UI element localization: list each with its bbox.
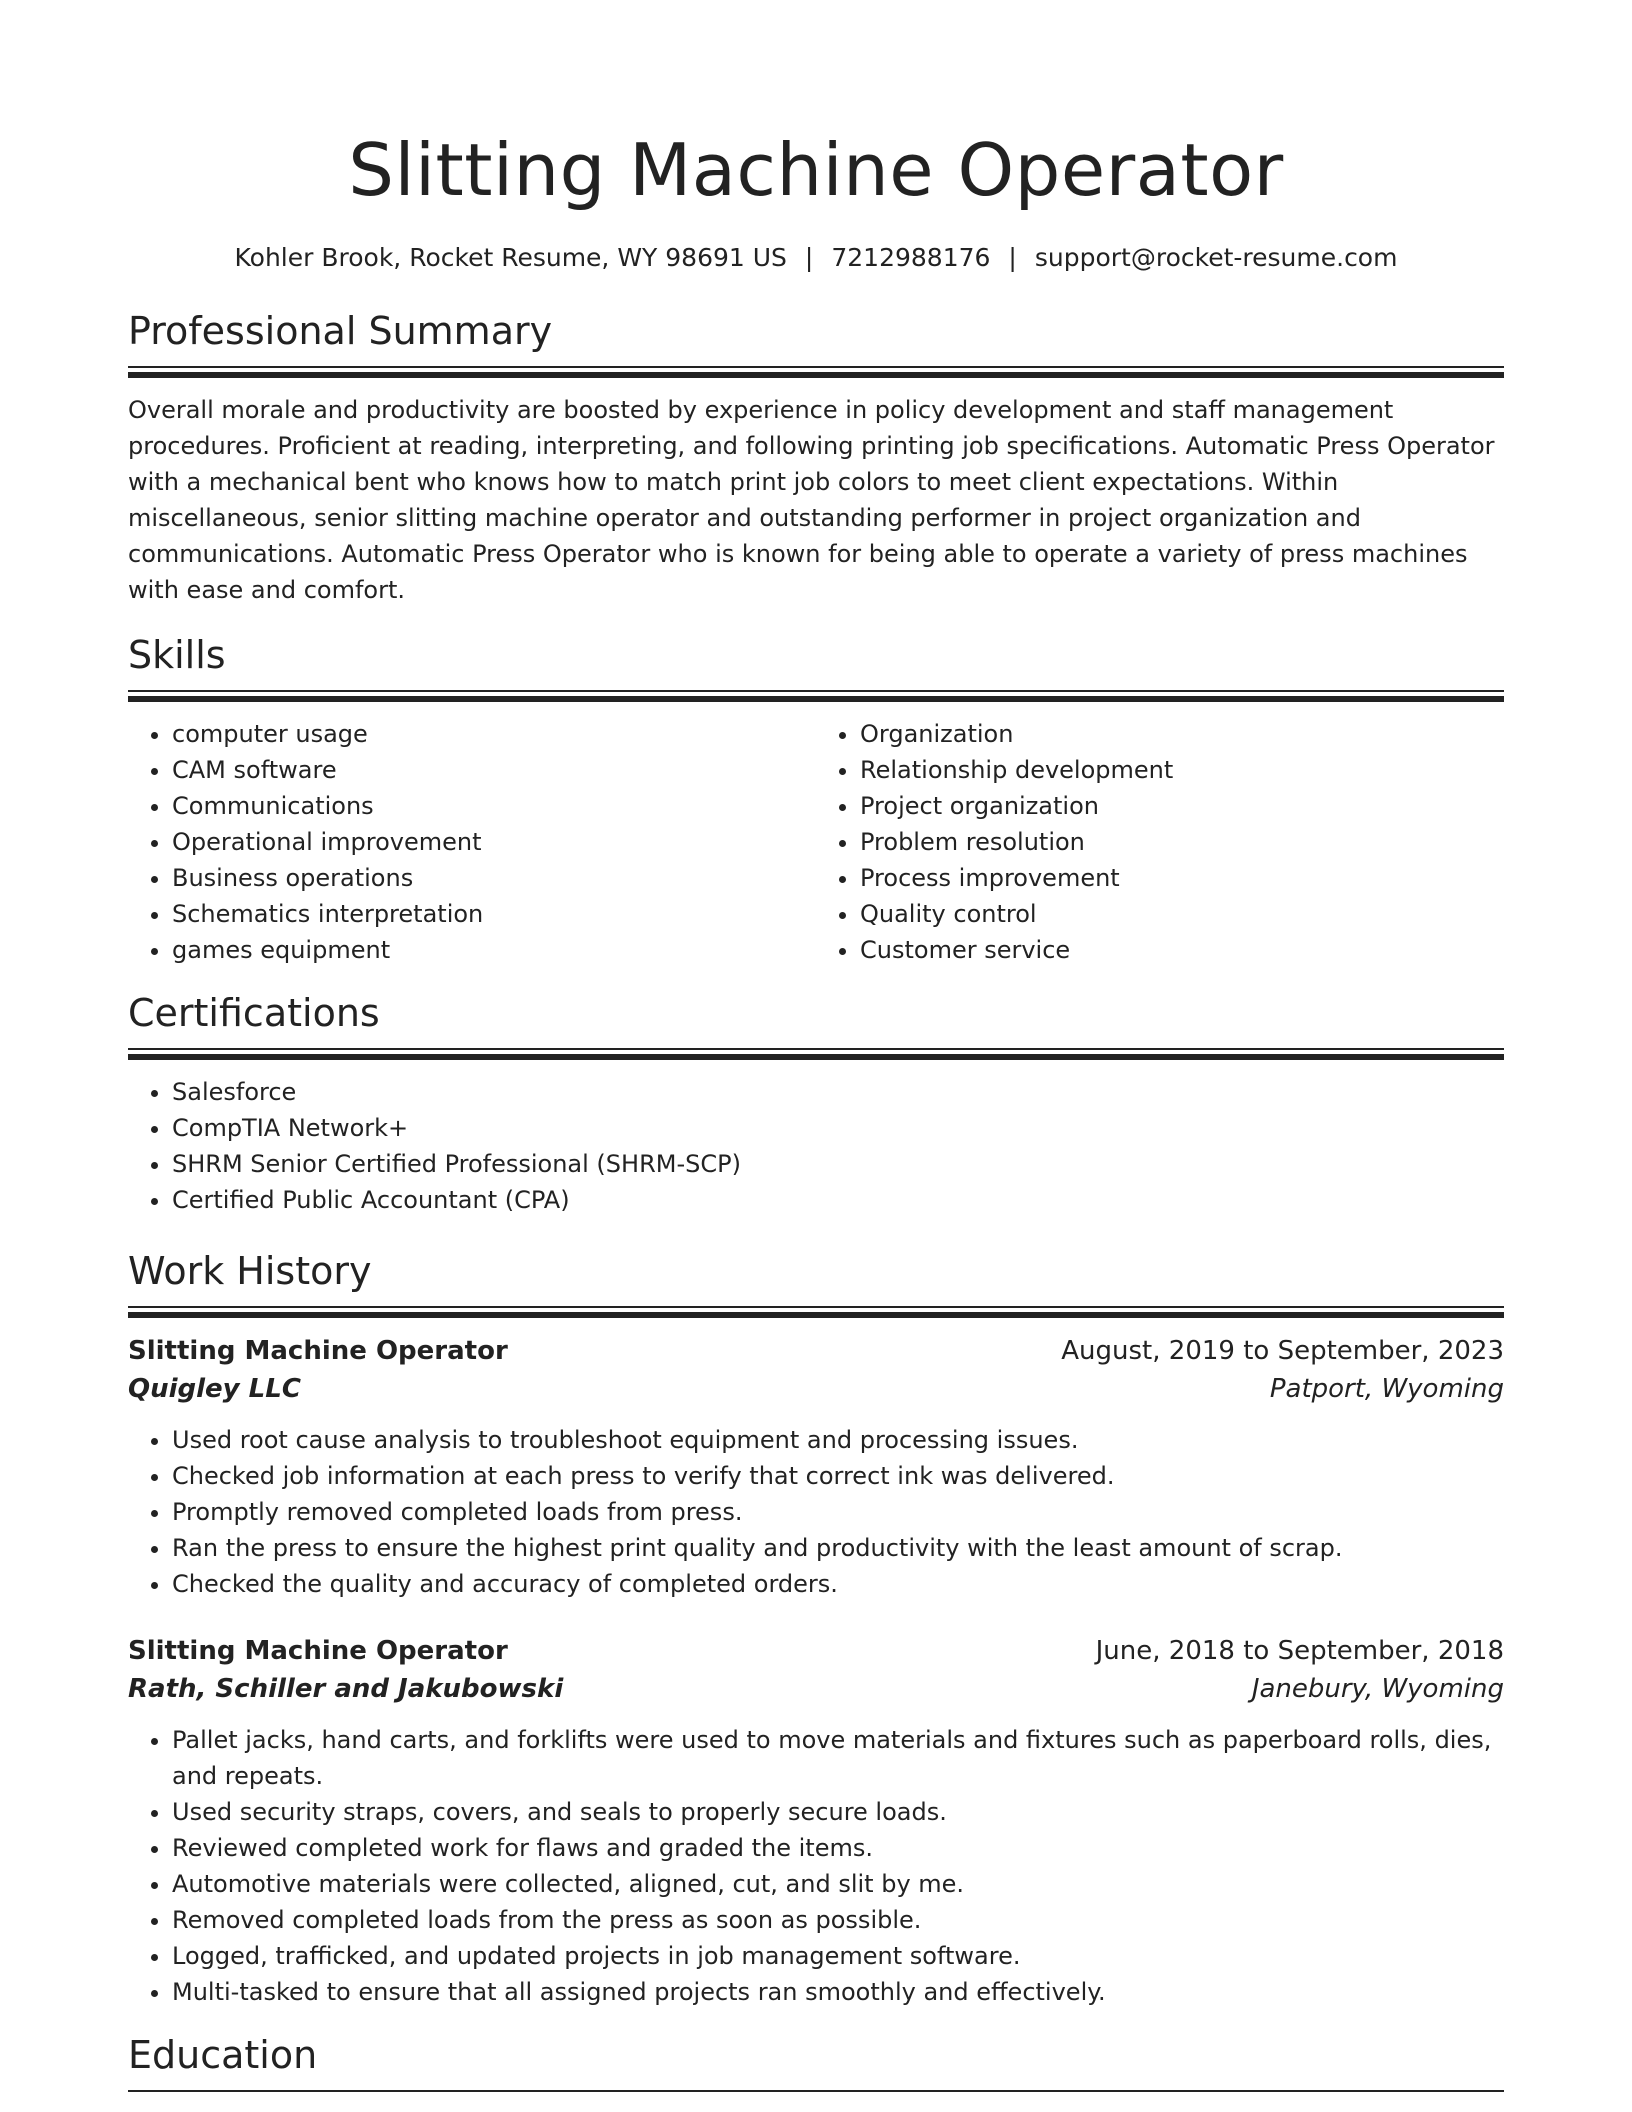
job-company: Quigley LLC: [128, 1374, 301, 1404]
job-entry: [128, 1632, 1504, 2010]
certification-item: • SHRM Senior Certified Professional (SHRM-SCP): [172, 1146, 1504, 1182]
skills-list-left: [128, 716, 816, 968]
section-divider: [128, 366, 1504, 378]
skill-item: • Relationship development: [860, 752, 1504, 788]
section-divider: [128, 1306, 1504, 1318]
job-subheader: [128, 1370, 1504, 1408]
job-company: Rath, Schiller and Jakubowski: [128, 1674, 564, 1704]
skill-item: • Communications: [172, 788, 816, 824]
job-location: Janebury, Wyoming: [1251, 1674, 1504, 1704]
skill-item: • Customer service: [860, 932, 1504, 968]
job-title: Slitting Machine Operator: [128, 1636, 508, 1666]
job-bullet: • Multi-tasked to ensure that all assigned projects ran smoothly and effectively.: [172, 1974, 1504, 2010]
work-section: [128, 1246, 1504, 2010]
skill-item: • Project organization: [860, 788, 1504, 824]
contact-line: [128, 240, 1504, 276]
skill-item: • Problem resolution: [860, 824, 1504, 860]
job-location: Patport, Wyoming: [1269, 1374, 1504, 1404]
skills-section: [128, 630, 1504, 968]
education-title: Education: [128, 2033, 318, 2077]
job-subheader: [128, 1670, 1504, 1708]
skill-item: • Organization: [860, 716, 1504, 752]
skill-item: • Process improvement: [860, 860, 1504, 896]
job-entry: [128, 1332, 1504, 1602]
summary-section: [128, 306, 1504, 608]
job-bullet: • Automotive materials were collected, aligned, cut, and slit by me.: [172, 1866, 1504, 1902]
job-bullet: • Checked job information at each press to verify that correct ink was delivered.: [172, 1458, 1504, 1494]
skills-title: Skills: [128, 633, 226, 677]
skill-item: • Business operations: [172, 860, 816, 896]
job-bullets: [128, 1722, 1504, 2010]
certification-item: • Salesforce: [172, 1074, 1504, 1110]
job-title: Slitting Machine Operator: [128, 1336, 508, 1366]
contact-separator: |: [804, 243, 814, 272]
section-divider: [128, 1048, 1504, 1060]
skill-item: • computer usage: [172, 716, 816, 752]
summary-text: Overall morale and productivity are boosted by experience in policy development and staff management procedures. Proficient at reading, interpreting, and following printing job specifications. Automatic Press Operator with a mechanical bent who knows how to match print job colors to meet client expectations. Within miscellaneous, senior slitting machine operator and outstanding performer in project organization and communications. Automatic Press Operator who is known for being able to operate a variety of press machines with ease and comfort.: [128, 396, 1495, 604]
job-dates: August, 2019 to September, 2023: [1061, 1336, 1504, 1366]
skills-columns: [128, 716, 1504, 968]
section-divider: [128, 690, 1504, 702]
contact-separator: |: [1008, 243, 1017, 272]
skill-item: • Schematics interpretation: [172, 896, 816, 932]
job-bullet: • Used security straps, covers, and seals to properly secure loads.: [172, 1794, 1504, 1830]
job-bullet: • Promptly removed completed loads from press.: [172, 1494, 1504, 1530]
certification-item: • Certified Public Accountant (CPA): [172, 1182, 1504, 1218]
contact-email: support@rocket-resume.com: [1034, 243, 1398, 272]
certifications-title: Certifications: [128, 991, 380, 1035]
job-bullet: • Ran the press to ensure the highest print quality and productivity with the least amount of scrap.: [172, 1530, 1504, 1566]
job-bullet: • Reviewed completed work for flaws and graded the items.: [172, 1830, 1504, 1866]
job-bullet: • Logged, trafficked, and updated projects in job management software.: [172, 1938, 1504, 1974]
job-bullet: • Removed completed loads from the press as soon as possible.: [172, 1902, 1504, 1938]
section-divider: [128, 2090, 1504, 2092]
skill-item: • CAM software: [172, 752, 816, 788]
job-header: [128, 1632, 1504, 1670]
education-section: [128, 2030, 1504, 2092]
job-bullet: • Checked the quality and accuracy of completed orders.: [172, 1566, 1504, 1602]
skill-item: • games equipment: [172, 932, 816, 968]
job-header: [128, 1332, 1504, 1370]
job-bullets: [128, 1422, 1504, 1602]
resume-name: Slitting Machine Operator: [348, 128, 1284, 212]
skill-item: • Quality control: [860, 896, 1504, 932]
skills-list-right: [816, 716, 1504, 968]
job-dates: June, 2018 to September, 2018: [1095, 1636, 1504, 1666]
skill-item: • Operational improvement: [172, 824, 816, 860]
work-title: Work History: [128, 1249, 372, 1293]
summary-title: Professional Summary: [128, 309, 553, 353]
certifications-list: [128, 1074, 1504, 1218]
contact-address: Kohler Brook, Rocket Resume, WY 98691 US: [234, 243, 787, 272]
certifications-section: [128, 988, 1504, 1218]
job-bullet: • Used root cause analysis to troubleshoot equipment and processing issues.: [172, 1422, 1504, 1458]
certification-item: • CompTIA Network+: [172, 1110, 1504, 1146]
job-bullet: • Pallet jacks, hand carts, and forklifts were used to move materials and fixtures such as paperboard rolls, dies, and repeats.: [172, 1722, 1504, 1794]
contact-phone: 7212988176: [831, 243, 991, 272]
